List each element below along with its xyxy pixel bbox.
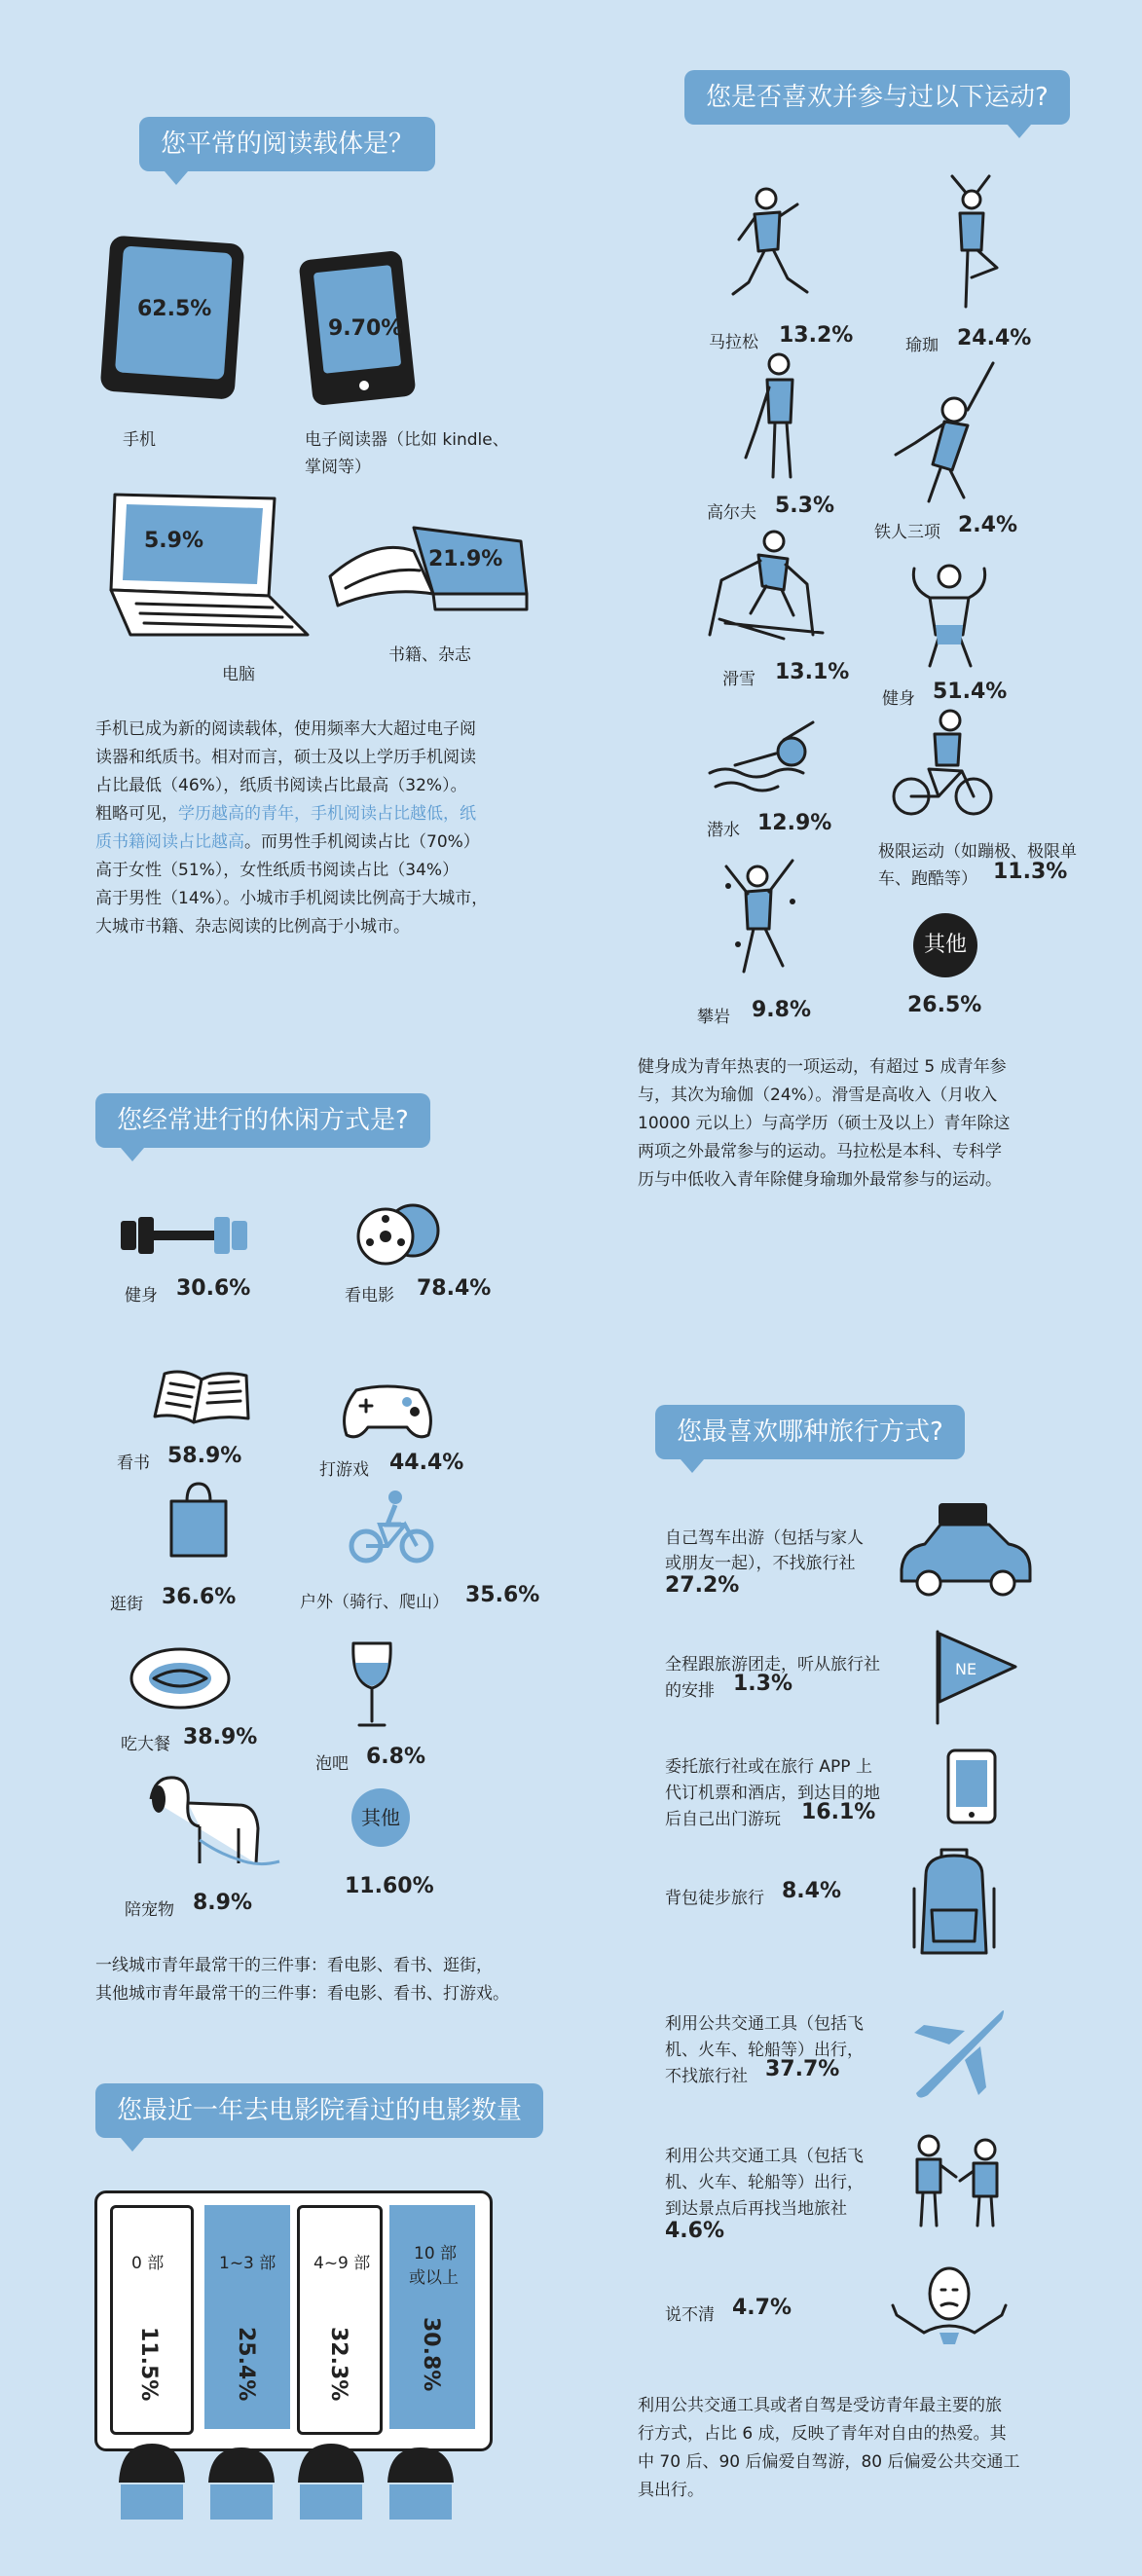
triathlon-icon — [886, 355, 1013, 511]
leisure-movie-pct: 78.4% — [417, 1276, 492, 1301]
movie-bar-2-pct: 32.3% — [326, 2327, 350, 2402]
travel-6-pct: 4.7% — [732, 2296, 792, 2320]
leisure-outdoor-pct: 35.6% — [465, 1583, 540, 1607]
sports-climb-pct: 9.8% — [752, 998, 812, 1022]
travel-1-text-1: 全程跟旅游团走，听从旅行社 — [665, 1655, 880, 1674]
leisure-pet-pct: 8.9% — [193, 1891, 253, 1915]
reading-para-line: 高于男性（14%）。小城市手机阅读比例高于大城市， — [95, 889, 489, 908]
reading-para-line — [95, 800, 543, 828]
sports-golf-pct: 5.3% — [775, 494, 835, 518]
leisure-outdoor-label: 户外（骑行、爬山） — [300, 1593, 449, 1612]
travel-3-text-1: 背包徒步旅行 — [665, 1889, 764, 1908]
sports-extreme-label-1: 极限运动（如蹦极、极限单 — [878, 842, 1077, 862]
leisure-other-pct: 11.60% — [345, 1874, 434, 1898]
audience-icon — [109, 2424, 479, 2521]
laptop-icon — [101, 489, 311, 644]
sports-extreme-pct: 11.3% — [993, 860, 1068, 884]
sports-golf-label: 高尔夫 — [707, 503, 756, 523]
reading-para-line: 高于女性（51%），女性纸质书阅读占比（34%） — [95, 861, 460, 880]
sports-triathlon-pct: 2.4% — [958, 513, 1018, 537]
leisure-para-line: 一线城市青年最常干的三件事：看电影、看书、逛街， — [95, 1956, 493, 1975]
sports-fitness-pct: 51.4% — [933, 680, 1008, 704]
yoga-icon — [933, 170, 1011, 316]
sports-para-line: 历与中低收入青年除健身瑜珈外最常参与的运动。 — [638, 1170, 1002, 1190]
sports-yoga-pct: 24.4% — [957, 326, 1032, 350]
travel-para-line: 具出行。 — [638, 2481, 704, 2500]
sports-fitness-label: 健身 — [882, 689, 915, 709]
leisure-game-label: 打游戏 — [319, 1460, 369, 1480]
leisure-dinner-label: 吃大餐 — [121, 1735, 170, 1754]
travel-4-text-2: 机、火车、轮船等）出行， — [665, 2041, 864, 2060]
travel-5-text-1: 利用公共交通工具（包括飞 — [665, 2147, 864, 2166]
reading-para-highlight: 质书籍阅读占比越高 — [95, 832, 244, 852]
leisure-bar-pct: 6.8% — [366, 1745, 426, 1769]
sports-paragraph — [638, 1053, 1086, 1195]
airplane-icon — [910, 2006, 1008, 2099]
bodybuilder-icon — [901, 553, 998, 670]
reading-para-text: 。而男性手机阅读占比（70%） — [244, 832, 480, 852]
sports-ski-label: 滑雪 — [722, 670, 755, 689]
leisure-bar-label: 泡吧 — [315, 1754, 349, 1774]
movie-bar-3-label-1: 10 部 — [414, 2244, 458, 2263]
travel-para-line: 行方式，占比 6 成，反映了青年对自由的热爱。其 — [638, 2424, 1007, 2444]
sports-para-line: 与，其次为瑜伽（24%）。滑雪是高收入（月收入 — [638, 1086, 998, 1105]
reading-ereader-pct: 9.70% — [328, 316, 403, 341]
shopping-bag-icon — [167, 1482, 230, 1560]
travel-2-text-3: 后自己出门游玩 — [665, 1810, 781, 1829]
travel-6-text-1: 说不清 — [665, 2305, 715, 2325]
movie-bar-3-pct: 30.8% — [419, 2317, 443, 2392]
reading-phone-pct: 62.5% — [137, 297, 212, 321]
movies-title: 您最近一年去电影院看过的电影数量 — [95, 2083, 543, 2138]
sports-title: 您是否喜欢并参与过以下运动? — [684, 70, 1070, 125]
travel-0-text-1: 自己驾车出游（包括与家人 — [665, 1528, 864, 1548]
travel-3-pct: 8.4% — [782, 1879, 842, 1903]
leisure-movie-label: 看电影 — [345, 1286, 394, 1306]
sports-para-line: 健身成为青年热衷的一项运动，有超过 5 成青年参 — [638, 1057, 1007, 1077]
leisure-fitness-label: 健身 — [125, 1286, 158, 1306]
reading-para-line: 大城市书籍、杂志阅读的比例高于小城市。 — [95, 917, 410, 937]
open-book-icon — [151, 1368, 253, 1426]
travel-5-text-2: 机、火车、轮船等）出行， — [665, 2173, 864, 2192]
travel-1-text-2: 的安排 — [665, 1681, 715, 1701]
swimmer-icon — [706, 711, 823, 798]
climber-icon — [718, 847, 806, 983]
reading-paragraph — [95, 716, 543, 941]
leisure-title: 您经常进行的休闲方式是? — [95, 1093, 430, 1148]
movie-bar-0-pct: 11.5% — [136, 2327, 161, 2402]
leisure-book-label: 看书 — [117, 1454, 150, 1473]
reading-book-pct: 21.9% — [428, 547, 503, 571]
gamepad-icon — [339, 1382, 436, 1443]
cyclist-icon — [890, 707, 997, 824]
reading-title: 您平常的阅读载体是？ — [139, 117, 435, 171]
sports-extreme-label-2: 车、跑酷等） — [878, 869, 977, 889]
movie-bar-1-label: 1~3 部 — [219, 2254, 276, 2273]
travel-title: 您最喜欢哪种旅行方式? — [655, 1405, 965, 1459]
sports-other-icon: 其他 — [913, 913, 977, 977]
leisure-shopping-label: 逛街 — [110, 1595, 143, 1614]
sports-other-pct: 26.5% — [907, 993, 982, 1017]
dumbbell-icon — [117, 1215, 253, 1254]
sports-ski-pct: 13.1% — [775, 660, 850, 684]
reading-para-line: 手机已成为新的阅读载体，使用频率大大超过电子阅 — [95, 719, 476, 739]
dinner-plate-icon — [127, 1643, 234, 1713]
flag-icon — [932, 1628, 1019, 1725]
leisure-other-icon: 其他 — [351, 1788, 410, 1847]
travel-2-text-2: 代订机票和酒店，到达目的地 — [665, 1784, 880, 1803]
wine-glass-icon — [348, 1639, 396, 1729]
movie-bar-3-label-2: 或以上 — [409, 2268, 459, 2288]
sports-climb-label: 攀岩 — [697, 1008, 730, 1027]
mobile-app-icon — [944, 1747, 999, 1826]
reading-computer-label: 电脑 — [222, 665, 255, 684]
sports-para-line: 两项之外最常参与的运动。马拉松是本科、专科学 — [638, 1142, 1002, 1161]
movie-bar-0-label: 0 部 — [131, 2254, 165, 2273]
sports-dive-label: 潜水 — [707, 821, 740, 840]
car-icon — [896, 1499, 1034, 1602]
reading-para-line: 占比最低（46%），纸质书阅读占比最高（32%）。 — [95, 776, 467, 795]
reading-para-line — [95, 828, 543, 857]
sports-para-line: 10000 元以上）与高学历（硕士及以上）青年除这 — [638, 1114, 1011, 1133]
runner-icon — [725, 185, 813, 312]
travel-0-pct: 27.2% — [665, 1573, 740, 1598]
film-reel-icon — [350, 1201, 443, 1270]
reading-ereader-label-1: 电子阅读器（比如 kindle、 — [305, 430, 509, 450]
leisure-book-pct: 58.9% — [167, 1444, 242, 1468]
reading-phone-label: 手机 — [123, 430, 156, 450]
leisure-game-pct: 44.4% — [389, 1451, 464, 1475]
bicycle-icon — [349, 1488, 434, 1565]
travel-2-pct: 16.1% — [801, 1800, 876, 1824]
sports-triathlon-label: 铁人三项 — [874, 523, 940, 542]
travel-0-text-2: 或朋友一起），不找旅行社 — [665, 1554, 856, 1573]
sports-yoga-label: 瑜珈 — [905, 336, 939, 355]
golfer-icon — [740, 350, 818, 487]
movie-bar-2-label: 4~9 部 — [313, 2254, 371, 2273]
shrug-man-icon — [891, 2261, 1008, 2358]
backpack-icon — [910, 1850, 998, 1962]
travel-para-line: 利用公共交通工具或者自驾是受访青年最主要的旅 — [638, 2396, 1002, 2415]
movie-bar-1-pct: 25.4% — [234, 2327, 258, 2402]
reading-computer-pct: 5.9% — [144, 529, 204, 553]
reading-book-label: 书籍、杂志 — [388, 645, 471, 665]
travel-4-text-1: 利用公共交通工具（包括飞 — [665, 2014, 864, 2034]
travel-4-pct: 37.7% — [765, 2057, 840, 2081]
leisure-shopping-pct: 36.6% — [162, 1585, 237, 1609]
flag-text: NE — [955, 1660, 977, 1678]
sports-dive-pct: 12.9% — [757, 811, 832, 835]
travel-5-pct: 4.6% — [665, 2219, 725, 2243]
leisure-dinner-pct: 38.9% — [183, 1725, 258, 1749]
leisure-fitness-pct: 30.6% — [176, 1276, 251, 1301]
leisure-para-line: 其他城市青年最常干的三件事：看电影、看书、打游戏。 — [95, 1984, 509, 2004]
reading-para-line: 读器和纸质书。相对而言，硕士及以上学历手机阅读 — [95, 748, 476, 767]
travel-1-pct: 1.3% — [733, 1672, 793, 1696]
dog-icon — [141, 1770, 282, 1877]
travel-paragraph — [638, 2392, 1086, 2505]
travel-5-text-3: 到达景点后再找当地旅社 — [665, 2199, 847, 2219]
skier-icon — [706, 526, 828, 643]
leisure-pet-label: 陪宠物 — [125, 1900, 174, 1920]
travel-4-text-3: 不找旅行社 — [665, 2067, 748, 2086]
sports-marathon-pct: 13.2% — [779, 323, 854, 348]
travel-para-line: 中 70 后、90 后偏爱自驾游，80 后偏爱公共交通工 — [638, 2452, 1020, 2472]
tourists-icon — [905, 2132, 1013, 2229]
sports-marathon-label: 马拉松 — [709, 333, 758, 352]
reading-ereader-label-2: 掌阅等） — [305, 458, 371, 477]
reading-para-highlight: 学历越高的青年，手机阅读占比越低，纸 — [178, 804, 476, 824]
travel-2-text-1: 委托旅行社或在旅行 APP 上 — [665, 1757, 872, 1777]
leisure-paragraph — [95, 1952, 563, 2008]
reading-para-text: 粗略可见， — [95, 804, 178, 824]
